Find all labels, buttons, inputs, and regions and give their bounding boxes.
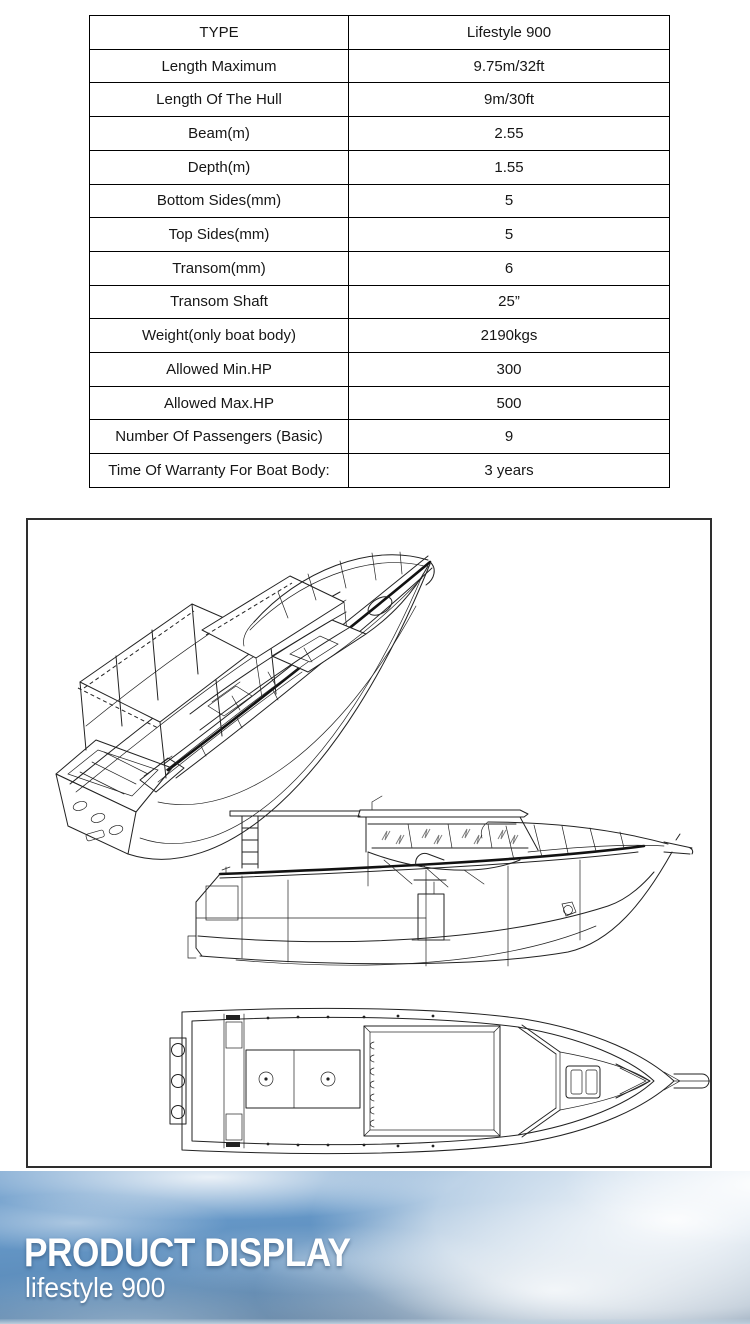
banner-subtitle: lifestyle 900	[25, 1272, 166, 1303]
table-row	[90, 218, 670, 252]
spec-label-cell: Length Maximum	[90, 49, 349, 83]
table-row	[90, 16, 670, 50]
spec-value-cell: Lifestyle 900	[349, 16, 670, 50]
spec-value-cell: 9.75m/32ft	[349, 49, 670, 83]
spec-label-cell: Length Of The Hull	[90, 83, 349, 117]
spec-value-cell: 5	[349, 184, 670, 218]
spec-label-cell: Depth(m)	[90, 150, 349, 184]
spec-value-cell: 9	[349, 420, 670, 454]
spec-table	[89, 15, 670, 488]
spec-label-cell: TYPE	[90, 16, 349, 50]
table-row	[90, 285, 670, 319]
table-row	[90, 251, 670, 285]
table-row	[90, 184, 670, 218]
spec-value-cell: 2190kgs	[349, 319, 670, 353]
table-row	[90, 117, 670, 151]
boat-top-view-drawing	[168, 1002, 708, 1162]
spec-value-cell: 5	[349, 218, 670, 252]
spec-table-body	[90, 16, 670, 488]
spec-label-cell: Beam(m)	[90, 117, 349, 151]
banner-title: PRODUCT DISPLAY	[24, 1231, 351, 1275]
spec-label-cell: Number Of Passengers (Basic)	[90, 420, 349, 454]
spec-value-cell: 300	[349, 353, 670, 387]
spec-label-cell: Time Of Warranty For Boat Body:	[90, 454, 349, 488]
table-row	[90, 454, 670, 488]
spec-value-cell: 1.55	[349, 150, 670, 184]
table-row	[90, 319, 670, 353]
spec-value-cell: 25”	[349, 285, 670, 319]
spec-label-cell: Weight(only boat body)	[90, 319, 349, 353]
spec-label-cell: Allowed Min.HP	[90, 353, 349, 387]
spec-label-cell: Transom(mm)	[90, 251, 349, 285]
spec-label-cell: Allowed Max.HP	[90, 386, 349, 420]
table-row	[90, 83, 670, 117]
product-drawings-panel	[26, 518, 712, 1168]
spec-value-cell: 9m/30ft	[349, 83, 670, 117]
spec-label-cell: Bottom Sides(mm)	[90, 184, 349, 218]
table-row	[90, 150, 670, 184]
spec-value-cell: 2.55	[349, 117, 670, 151]
table-row	[90, 386, 670, 420]
spec-value-cell: 6	[349, 251, 670, 285]
boat-side-view-drawing	[176, 790, 708, 982]
product-display-banner	[0, 1171, 750, 1324]
spec-value-cell: 3 years	[349, 454, 670, 488]
spec-label-cell: Top Sides(mm)	[90, 218, 349, 252]
table-row	[90, 353, 670, 387]
spec-value-cell: 500	[349, 386, 670, 420]
spec-label-cell: Transom Shaft	[90, 285, 349, 319]
table-row	[90, 420, 670, 454]
table-row	[90, 49, 670, 83]
